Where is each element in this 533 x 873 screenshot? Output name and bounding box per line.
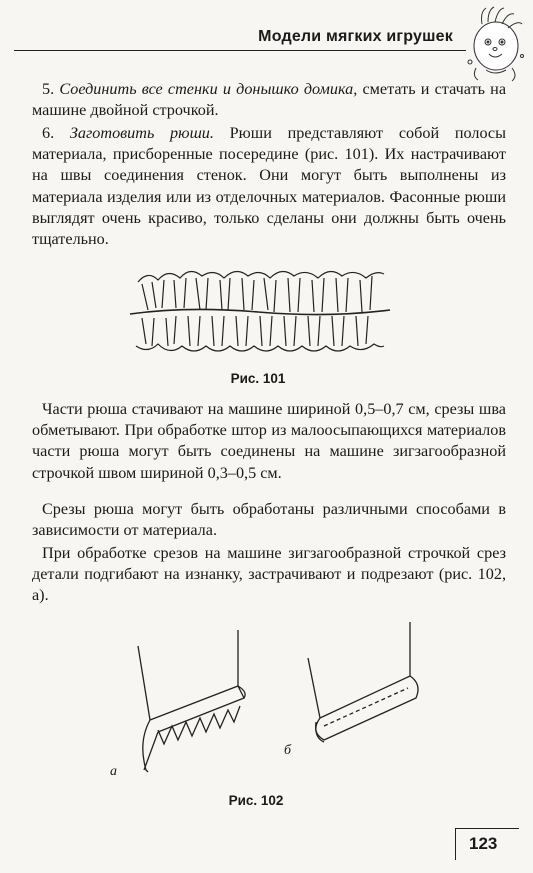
figure-101-ruffle	[128, 262, 396, 362]
paragraph-3: Части рюша стачивают на машине шириной 0,5–0,7 см, срезы шва обметывают. При обработке штор из малоосыпающихся материалов части рюша могут быть соединены на машине зигзагообразной строчкой швом шириной 0,3–0,5 см.	[32, 400, 506, 482]
figure-102-hems	[110, 622, 430, 787]
figure-101-caption: Рис. 101	[230, 371, 286, 386]
folio-horizontal-rule	[455, 828, 519, 829]
running-header-title: Модели мягких игрушек	[258, 28, 453, 45]
step-6-heading: Заготовить рюши.	[69, 124, 214, 142]
step-5-text: сметать и стачать на машине двойной строчкой.	[32, 80, 506, 120]
step-6-text: Рюши представляют собой полосы материала, присборенные посередине (рис. 101). Их настрачивают на швы соединения стенок. Они могут быть выполнены из материала изделия или из отделочных материалов. Фасонные рюши выглядят очень красиво, только сделаны они должны быть очень тщательно.	[32, 124, 506, 249]
folio-vertical-rule	[455, 828, 456, 860]
paragraph-step-5	[32, 79, 506, 121]
header-rule	[14, 50, 466, 51]
figure-102-label-b: б	[284, 743, 292, 758]
step-5-number: 5.	[42, 80, 60, 98]
paragraph-4: Срезы рюша могут быть обработаны различными способами в зависимости от материала.	[32, 500, 506, 540]
page-number: 123	[469, 834, 498, 853]
step-6-number: 6.	[42, 124, 70, 142]
figure-102-caption: Рис. 102	[228, 793, 284, 808]
figure-102-label-a: а	[110, 764, 117, 779]
paragraph-step-6	[32, 123, 506, 250]
page-number-box	[455, 828, 519, 860]
running-header	[14, 22, 519, 52]
doll-head-illustration	[462, 6, 528, 84]
step-5-heading: Соединить все стенки и донышко домика,	[59, 80, 358, 98]
paragraph-5: При обработке срезов на машине зигзагообразной строчкой срез детали подгибают на изнанку, застрачивают и подрезают (рис. 102, а).	[32, 544, 506, 605]
